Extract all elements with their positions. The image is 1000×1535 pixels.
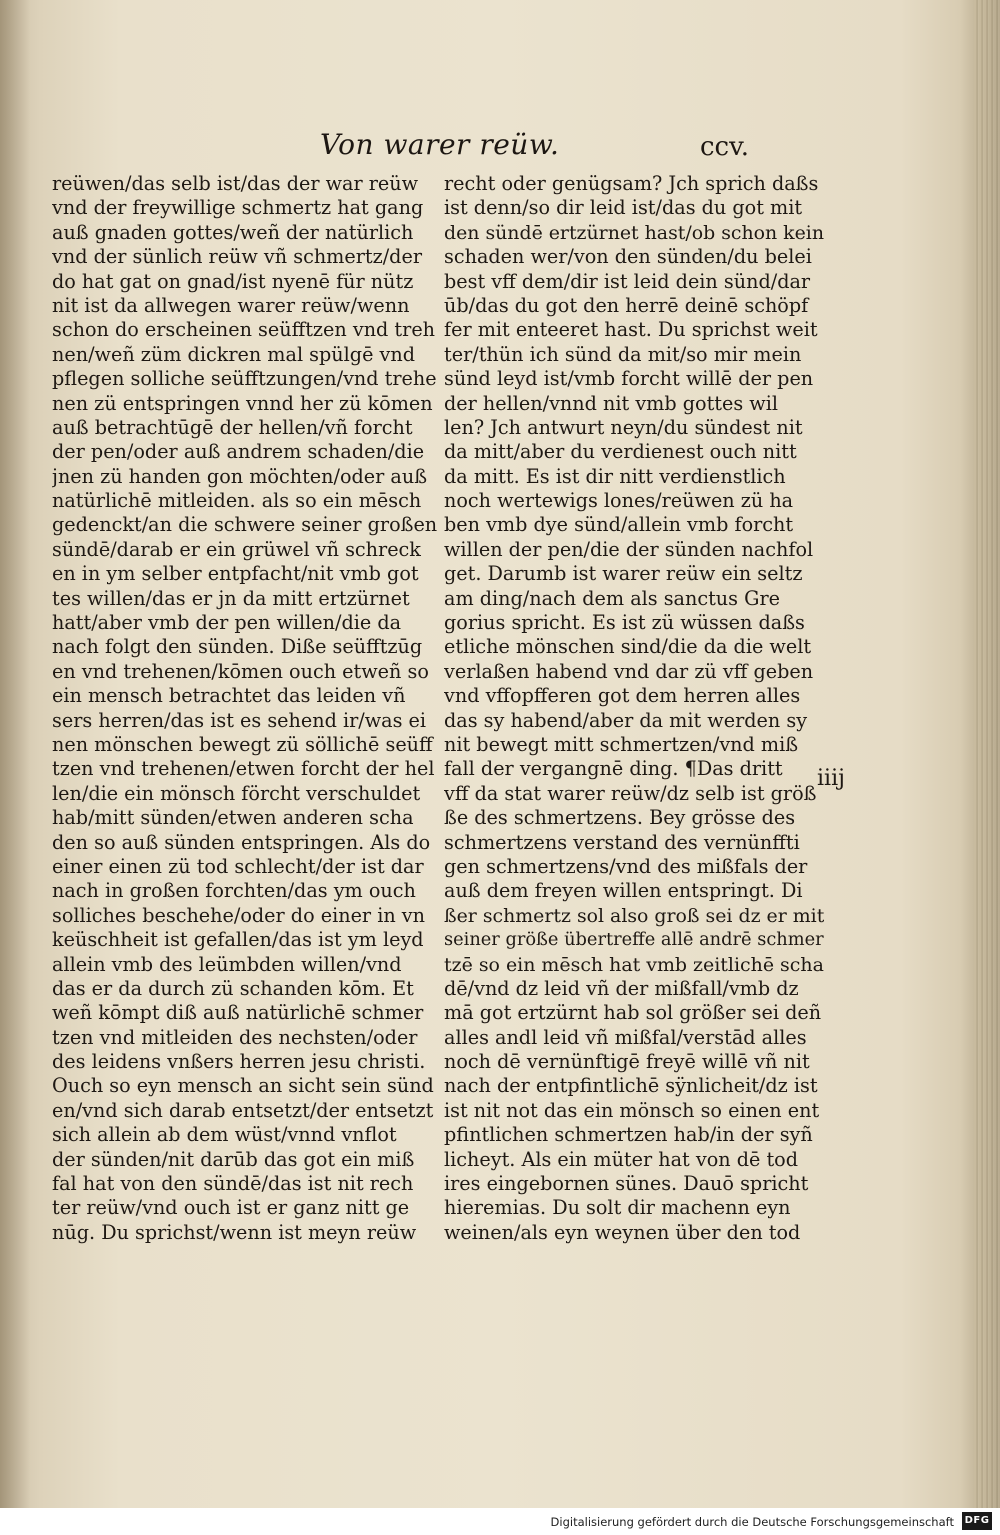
text-line: etliche mönschen sind/die da die welt bbox=[444, 635, 812, 659]
text-line: fal hat von den sündē/das ist nit rech bbox=[52, 1172, 414, 1196]
text-line: ūb/das du got den herrē deinē schöpf bbox=[444, 293, 809, 317]
text-line: nit bewegt mitt schmertzen/vnd miß bbox=[444, 732, 799, 756]
text-line: get. Darumb ist warer reüw ein seltz bbox=[444, 562, 803, 586]
text-line: willen der pen/die der sünden nachfol bbox=[444, 537, 814, 561]
text-line: sünd leyd ist/vmb forcht willē der pen bbox=[444, 367, 814, 391]
text-line: vnd der freywillige schmertz hat gang bbox=[52, 196, 424, 220]
spine-shadow bbox=[0, 0, 30, 1508]
text-line: tzē so ein mēsch hat vmb zeitlichē scha bbox=[444, 953, 824, 976]
text-line: ben vmb dye sünd/allein vmb forcht bbox=[444, 513, 794, 537]
text-line: den so auß sünden entspringen. Als do bbox=[52, 830, 431, 854]
text-line: da mitt/aber du verdienest ouch nitt bbox=[444, 440, 797, 464]
text-line: nen zü entspringen vnnd her zü kōmen bbox=[52, 391, 433, 415]
text-line: solliches beschehe/oder do einer in vn bbox=[52, 903, 425, 927]
text-line: den sündē ertzürnet hast/ob schon kein bbox=[444, 221, 824, 244]
text-line: fall der vergangnē ding. ¶Das dritt bbox=[444, 757, 783, 781]
text-line: fer mit enteeret hast. Du sprichst weit bbox=[444, 318, 818, 342]
text-line: en in ym selber entpfacht/nit vmb got bbox=[52, 562, 419, 586]
text-line: ßer schmertz sol also groß sei dz er mit bbox=[444, 904, 824, 927]
text-line: len? Jch antwurt neyn/du sündest nit bbox=[444, 415, 803, 439]
text-line: pflegen solliche seüfftzungen/vnd trehe bbox=[52, 367, 437, 391]
text-line: best vff dem/dir ist leid dein sünd/dar bbox=[444, 269, 811, 293]
text-line: schmertzens verstand des vernünffti bbox=[444, 830, 800, 854]
text-line: gorius spricht. Es ist zü wüssen daßs bbox=[444, 611, 805, 635]
text-line: licheyt. Als ein müter hat von dē tod bbox=[444, 1147, 798, 1171]
text-line: da mitt. Es ist dir nitt verdienstlich bbox=[444, 464, 786, 488]
text-line: reüwen/das selb ist/das der war reüw bbox=[52, 172, 419, 195]
text-line: en vnd trehenen/kōmen ouch etweñ so bbox=[52, 659, 429, 683]
text-line: auß betrachtūgē der hellen/vñ forcht bbox=[52, 415, 413, 439]
text-line: verlaßen habend vnd dar zü vff geben bbox=[444, 659, 814, 683]
right-text-column bbox=[444, 172, 824, 1245]
text-line: das er da durch zü schanden kōm. Et bbox=[52, 976, 414, 1000]
text-line: ist denn/so dir leid ist/das du got mit bbox=[444, 196, 803, 220]
text-line: vff da stat warer reüw/dz selb ist größ bbox=[444, 781, 817, 805]
text-line: weinen/als eyn weynen über den tod bbox=[444, 1220, 801, 1244]
text-line: do hat gat on gnad/ist nyenē für nütz bbox=[52, 269, 414, 293]
text-line: nach der entpfintlichē sÿnlicheit/dz ist bbox=[444, 1074, 818, 1098]
footer-bar bbox=[0, 1508, 1000, 1535]
text-line: alles andl leid vñ mißfal/verstād alles bbox=[444, 1025, 807, 1049]
text-line: dē/vnd dz leid vñ der mißfall/vmb dz bbox=[444, 976, 799, 1000]
left-text-column bbox=[52, 172, 438, 1245]
text-line: der hellen/vnnd nit vmb gottes wil bbox=[444, 391, 778, 415]
text-line: jnen zü handen gon möchten/oder auß bbox=[52, 464, 428, 488]
text-line: ires eingebornen sünes. Dauō spricht bbox=[444, 1172, 809, 1196]
page-edge bbox=[974, 0, 1000, 1508]
text-line: pfintlichen schmertzen hab/in der syñ bbox=[444, 1123, 813, 1147]
text-line: gen schmertzens/vnd des mißfals der bbox=[444, 854, 808, 878]
folio-number: ccv. bbox=[700, 132, 749, 162]
text-line: sich allein ab dem wüst/vnnd vnflot bbox=[52, 1123, 397, 1147]
text-line: nach in großen forchten/das ym ouch bbox=[52, 879, 416, 903]
text-line: am ding/nach dem als sanctus Gre bbox=[444, 586, 780, 610]
text-line: nen/weñ züm dickren mal spülgē vnd bbox=[52, 342, 416, 366]
text-line: en/vnd sich darab entsetzt/der entsetzt bbox=[52, 1098, 434, 1122]
text-line: ter/thün ich sünd da mit/so mir mein bbox=[444, 342, 802, 366]
text-line: der pen/oder auß andrem schaden/die bbox=[52, 440, 425, 464]
text-line: ist nit not das ein mönsch so einen ent bbox=[444, 1098, 820, 1122]
text-line: vnd vffopfferen got dem herren alles bbox=[444, 684, 801, 708]
text-line: keüschheit ist gefallen/das ist ym leyd bbox=[52, 928, 424, 952]
running-title: Von warer reüw. bbox=[320, 128, 560, 161]
text-line: sers herren/das ist es sehend ir/was ei bbox=[52, 708, 427, 732]
dfg-logo: DFG bbox=[962, 1512, 992, 1530]
text-line: auß gnaden gottes/weñ der natürlich bbox=[52, 220, 414, 244]
footer-credit: Digitalisierung gefördert durch die Deutsche Forschungsgemeinschaft bbox=[550, 1515, 954, 1529]
text-line: nit ist da allwegen warer reüw/wenn bbox=[52, 293, 410, 317]
text-line: len/die ein mönsch förcht verschuldet bbox=[52, 781, 421, 805]
text-line: ße des schmertzens. Bey grösse des bbox=[444, 806, 796, 830]
text-line: Ouch so eyn mensch an sicht sein sünd bbox=[52, 1074, 434, 1098]
text-line: ein mensch betrachtet das leiden vñ bbox=[52, 684, 406, 708]
text-line: hatt/aber vmb der pen willen/die da bbox=[52, 611, 402, 635]
text-line: schaden wer/von den sünden/du belei bbox=[444, 245, 812, 269]
text-line: natürlichē mitleiden. als so ein mēsch bbox=[52, 489, 422, 513]
text-line: mā got ertzürnt hab sol größer sei deñ bbox=[444, 1001, 822, 1025]
text-line: das sy habend/aber da mit werden sy bbox=[444, 708, 808, 732]
text-line: seiner größe übertreffe allē andrē schmer bbox=[444, 929, 824, 951]
text-line: auß dem freyen willen entspringt. Di bbox=[444, 879, 803, 903]
text-line: tzen vnd mitleiden des nechsten/oder bbox=[52, 1025, 418, 1049]
text-line: nach folgt den sünden. Diße seüfftzūg bbox=[52, 635, 423, 659]
text-line: sündē/darab er ein grüwel vñ schreck bbox=[52, 537, 421, 561]
text-line: nūg. Du sprichst/wenn ist meyn reüw bbox=[52, 1220, 417, 1244]
text-line: gedenckt/an die schwere seiner großen bbox=[52, 513, 438, 537]
text-line: noch dē vernünftigē freyē willē vñ nit bbox=[444, 1050, 810, 1074]
text-line: des leidens vnßers herren jesu christi. bbox=[52, 1050, 426, 1074]
text-line: tes willen/das er jn da mitt ertzürnet bbox=[52, 586, 410, 610]
text-line: noch wertewigs lones/reüwen zü ha bbox=[444, 489, 794, 513]
text-line: ter reüw/vnd ouch ist er ganz nitt ge bbox=[52, 1196, 410, 1220]
text-line: recht oder genügsam? Jch sprich daßs bbox=[444, 172, 819, 195]
text-line: der sünden/nit darūb das got ein miß bbox=[52, 1147, 415, 1171]
text-line: schon do erscheinen seüfftzen vnd treh bbox=[52, 318, 436, 342]
text-line: tzen vnd trehenen/etwen forcht der hel bbox=[52, 757, 435, 781]
text-line: vnd der sünlich reüw vñ schmertz/der bbox=[52, 245, 422, 269]
text-line: weñ kōmpt diß auß natürlichē schmer bbox=[52, 1001, 424, 1025]
text-line: nen mönschen bewegt zü söllichē seüff bbox=[52, 732, 433, 756]
text-line: einer einen zü tod schlecht/der ist dar bbox=[52, 854, 424, 878]
text-line: hab/mitt sünden/etwen anderen scha bbox=[52, 806, 414, 830]
text-line: hieremias. Du solt dir machenn eyn bbox=[444, 1196, 791, 1220]
text-line: allein vmb des leümbden willen/vnd bbox=[52, 952, 402, 976]
signature-mark: iiij bbox=[817, 766, 845, 791]
